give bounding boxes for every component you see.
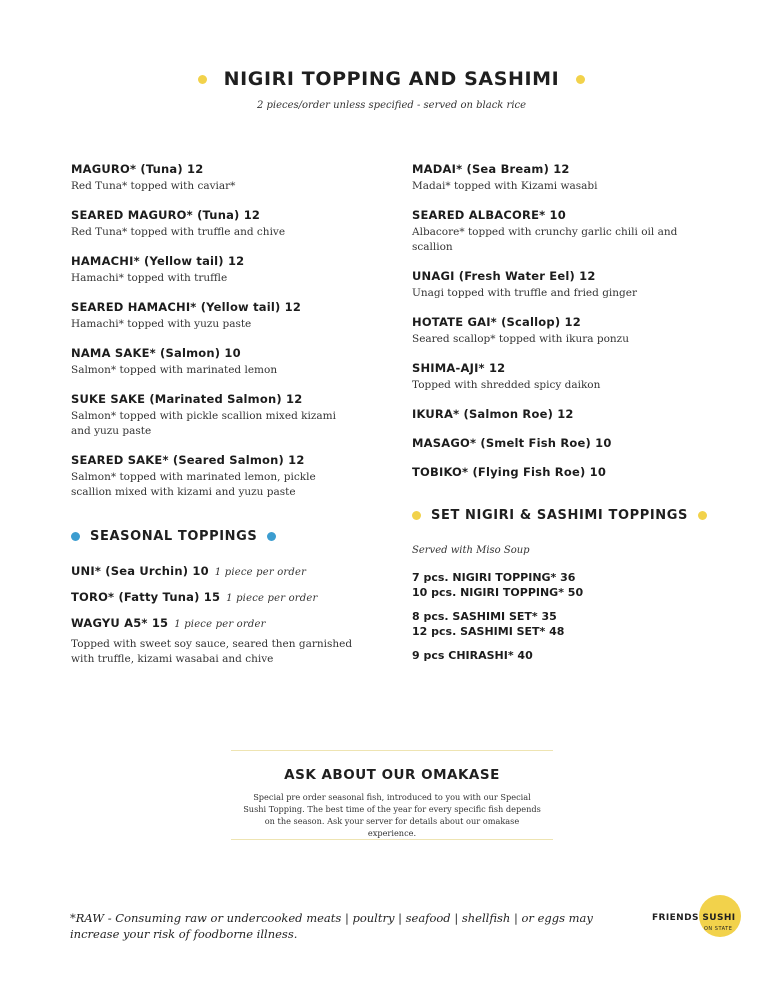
yellow-dot-icon — [576, 75, 585, 84]
raw-disclaimer: *RAW - Consuming raw or undercooked meats | poultry | seafood | shellfish | or eggs may increase your risk of foodborne illness. — [70, 911, 593, 941]
item-note: 1 piece per order — [226, 593, 318, 604]
menu-item — [412, 436, 712, 451]
item-name: WAGYU A5* 15 1 piece per order — [71, 616, 266, 630]
item-description: Albacore* topped with crunchy garlic chili oil and scallion — [412, 226, 678, 253]
item-name: SHIMA-AJI* 12 — [412, 361, 506, 375]
menu-item — [412, 269, 712, 301]
item-description: Seared scallop* topped with ikura ponzu — [412, 333, 629, 345]
menu-item — [412, 407, 712, 422]
right-menu-column — [412, 162, 712, 494]
item-description: Topped with shredded spicy daikon — [412, 379, 601, 391]
yellow-dot-icon — [698, 511, 707, 520]
item-description: Red Tuna* topped with truffle and chive — [71, 226, 286, 238]
set-line: 8 pcs. SASHIMI SET* 35 — [412, 610, 557, 623]
set-section — [412, 508, 712, 663]
item-name: IKURA* (Salmon Roe) 12 — [412, 407, 574, 421]
item-description: Salmon* topped with marinated lemon, pickle scallion mixed with kizami and yuzu paste — [71, 471, 316, 498]
omakase-title: ASK ABOUT OUR OMAKASE — [284, 767, 500, 783]
item-name: TORO* (Fatty Tuna) 15 1 piece per order — [71, 590, 318, 604]
logo-subtext: ON STATE — [704, 926, 733, 932]
section-title: SET NIGIRI & SASHIMI TOPPINGS — [431, 508, 689, 523]
item-name: SEARED MAGURO* (Tuna) 12 — [71, 208, 261, 222]
item-description: Hamachi* topped with yuzu paste — [71, 318, 252, 330]
item-name: SUKE SAKE (Marinated Salmon) 12 — [71, 392, 303, 406]
item-description: Unagi topped with truffle and fried ginger — [412, 287, 637, 299]
menu-item — [71, 590, 371, 606]
item-name: TOBIKO* (Flying Fish Roe) 10 — [412, 465, 607, 479]
set-line: 7 pcs. NIGIRI TOPPING* 36 — [412, 571, 576, 584]
menu-item — [71, 208, 341, 240]
seasonal-section — [71, 529, 371, 681]
blue-dot-icon — [71, 532, 80, 541]
item-name: MASAGO* (Smelt Fish Roe) 10 — [412, 436, 612, 450]
item-description: Red Tuna* topped with caviar* — [71, 180, 236, 192]
set-line: 12 pcs. SASHIMI SET* 48 — [412, 625, 565, 638]
blue-dot-icon — [267, 532, 276, 541]
set-note: Served with Miso Soup — [412, 545, 530, 556]
item-name: MAGURO* (Tuna) 12 — [71, 162, 204, 176]
menu-item — [71, 346, 341, 378]
item-description: Salmon* topped with pickle scallion mixed kizami and yuzu paste — [71, 410, 336, 437]
item-name: UNI* (Sea Urchin) 10 1 piece per order — [71, 564, 307, 578]
item-name: SEARED SAKE* (Seared Salmon) 12 — [71, 453, 305, 467]
friends-sushi-logo — [652, 895, 737, 945]
set-list — [412, 570, 712, 663]
item-description: Madai* topped with Kizami wasabi — [412, 180, 598, 192]
item-name: SEARED ALBACORE* 10 — [412, 208, 566, 222]
menu-item — [71, 453, 341, 500]
set-line: 9 pcs CHIRASHI* 40 — [412, 649, 533, 662]
seasonal-heading — [71, 529, 371, 544]
item-name: HOTATE GAI* (Scallop) 12 — [412, 315, 581, 329]
yellow-dot-icon — [198, 75, 207, 84]
set-heading — [412, 508, 712, 523]
item-name: SEARED HAMACHI* (Yellow tail) 12 — [71, 300, 302, 314]
menu-item — [412, 465, 712, 480]
omakase-text: Special pre order seasonal fish, introduced to you with our Special Sushi Topping. The best time of the year for every specific fish depends on the season. Ask your server for details about our omakase experience. — [243, 792, 541, 838]
menu-item — [412, 361, 712, 393]
item-description: Topped with sweet soy sauce, seared then garnished with truffle, kizami wasabai and chive — [71, 638, 353, 665]
yellow-dot-icon — [412, 511, 421, 520]
menu-item — [71, 392, 341, 439]
menu-item — [71, 300, 341, 332]
menu-item — [71, 162, 341, 194]
section-title: SEASONAL TOPPINGS — [90, 529, 258, 544]
page-subtitle: 2 pieces/order unless specified - served on black rice — [256, 100, 527, 111]
logo-text: FRIENDS SUSHI — [652, 913, 736, 923]
item-name: NAMA SAKE* (Salmon) 10 — [71, 346, 241, 360]
item-name: UNAGI (Fresh Water Eel) 12 — [412, 269, 596, 283]
menu-title-row — [0, 68, 783, 90]
menu-item — [71, 616, 371, 667]
item-description: Salmon* topped with marinated lemon — [71, 364, 278, 376]
left-menu-column — [71, 162, 341, 514]
menu-item — [412, 208, 712, 255]
set-line: 10 pcs. NIGIRI TOPPING* 50 — [412, 586, 584, 599]
item-note: 1 piece per order — [214, 567, 307, 578]
menu-item — [71, 564, 371, 580]
menu-item — [412, 162, 712, 194]
omakase-box — [231, 750, 553, 840]
item-note: 1 piece per order — [174, 619, 266, 630]
menu-item — [412, 315, 712, 347]
item-name: HAMACHI* (Yellow tail) 12 — [71, 254, 245, 268]
item-name: MADAI* (Sea Bream) 12 — [412, 162, 570, 176]
page-title: NIGIRI TOPPING AND SASHIMI — [223, 68, 560, 90]
item-description: Hamachi* topped with truffle — [71, 272, 228, 284]
menu-item — [71, 254, 341, 286]
